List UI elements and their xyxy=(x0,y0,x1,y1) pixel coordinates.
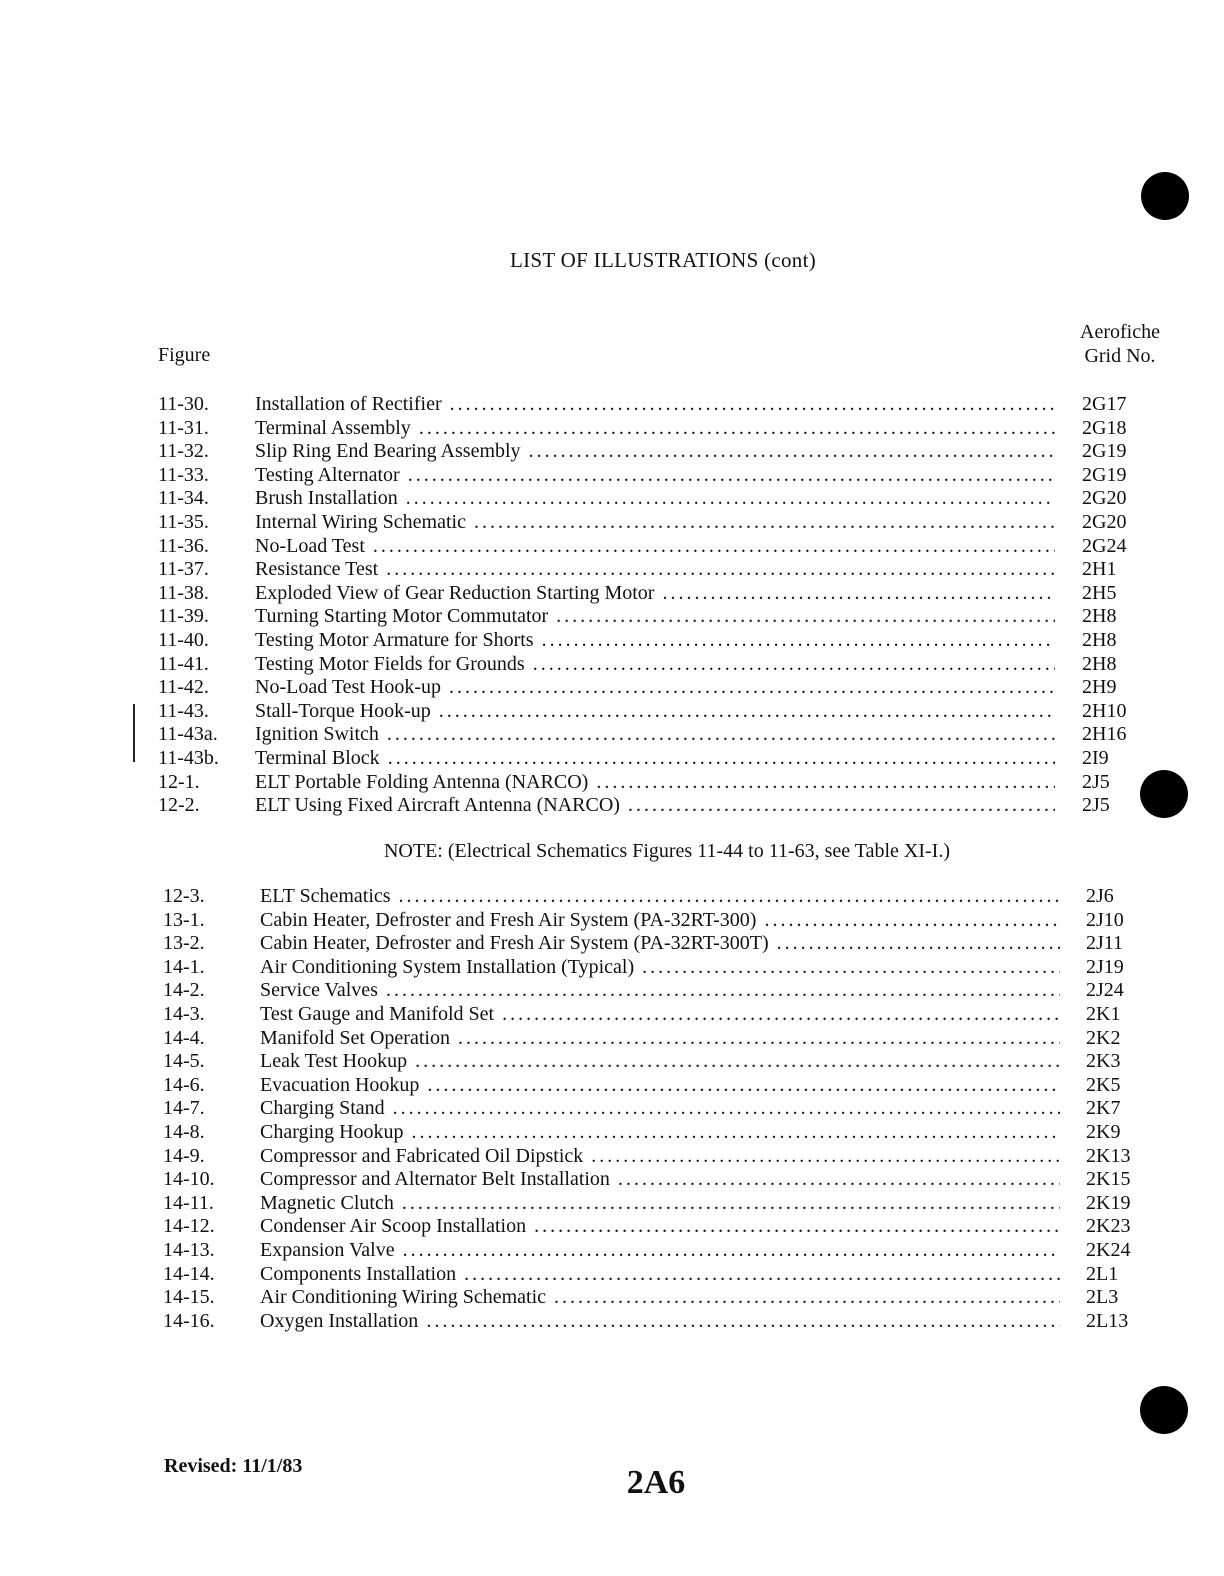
list-item xyxy=(0,1192,1224,1216)
figure-title: Test Gauge and Manifold Set ..... xyxy=(260,1003,1060,1027)
grid-number: 2H8 xyxy=(1082,605,1117,628)
list-item xyxy=(0,653,1224,677)
list-item xyxy=(0,909,1224,933)
figure-title: Testing Motor Armature for Shorts ..... xyxy=(255,629,1055,653)
binder-hole xyxy=(1141,172,1189,220)
figure-title: Cabin Heater, Defroster and Fresh Air System (PA-32RT-300T) ..... xyxy=(260,932,1060,956)
figure-title: Expansion Valve ..... xyxy=(260,1239,1060,1263)
grid-number: 2H10 xyxy=(1082,699,1127,722)
grid-number: 2I9 xyxy=(1082,746,1109,769)
figure-number: 13-2. xyxy=(163,932,205,955)
figure-number: 14-1. xyxy=(163,955,205,978)
figure-title: Installation of Rectifier ..... xyxy=(255,393,1055,417)
figure-column-header: Figure xyxy=(158,344,211,366)
list-item xyxy=(0,464,1224,488)
figure-number: 12-2. xyxy=(158,794,200,817)
figure-number: 11-33. xyxy=(158,463,209,486)
list-item xyxy=(0,535,1224,559)
figure-number: 11-36. xyxy=(158,534,209,557)
figure-title: ELT Portable Folding Antenna (NARCO) ..... xyxy=(255,771,1055,795)
figure-number: 14-10. xyxy=(163,1168,215,1191)
figure-number: 14-12. xyxy=(163,1215,215,1238)
grid-number: 2H16 xyxy=(1082,723,1127,746)
grid-number: 2L1 xyxy=(1086,1262,1119,1285)
list-item xyxy=(0,1027,1224,1051)
figure-number: 14-4. xyxy=(163,1026,205,1049)
grid-header-line2: Grid No. xyxy=(1084,345,1156,367)
figure-number: 11-30. xyxy=(158,393,209,415)
list-item xyxy=(0,1310,1224,1334)
list-item xyxy=(0,582,1224,606)
figure-title: ELT Schematics ..... xyxy=(260,885,1060,909)
grid-number: 2K7 xyxy=(1086,1097,1121,1120)
list-item xyxy=(0,1239,1224,1263)
figure-title: Evacuation Hookup ..... xyxy=(260,1074,1060,1098)
list-item xyxy=(0,1215,1224,1239)
grid-number: 2L13 xyxy=(1086,1309,1129,1332)
binder-hole xyxy=(1140,1386,1188,1434)
grid-number: 2K15 xyxy=(1086,1168,1131,1191)
figure-title: No-Load Test ..... xyxy=(255,535,1055,559)
figure-title: Exploded View of Gear Reduction Starting Motor ..... xyxy=(255,582,1055,606)
figure-title: Components Installation ..... xyxy=(260,1263,1060,1287)
figure-number: 14-2. xyxy=(163,979,205,1002)
grid-number: 2H9 xyxy=(1082,676,1117,699)
grid-number: 2H8 xyxy=(1082,628,1117,651)
figure-number: 14-13. xyxy=(163,1238,215,1261)
figure-title: Testing Alternator ..... xyxy=(255,464,1055,488)
figure-title: No-Load Test Hook-up ..... xyxy=(255,676,1055,700)
figure-title: Air Conditioning System Installation (Typical) ..... xyxy=(260,956,1060,980)
grid-number: 2K3 xyxy=(1086,1050,1121,1073)
grid-number: 2K1 xyxy=(1086,1002,1121,1025)
figure-number: 11-40. xyxy=(158,628,209,651)
list-item xyxy=(0,723,1224,747)
grid-number: 2L3 xyxy=(1086,1286,1119,1309)
list-item xyxy=(0,1263,1224,1287)
list-item xyxy=(0,747,1224,771)
figure-title: Ignition Switch ..... xyxy=(255,723,1055,747)
grid-number: 2G24 xyxy=(1082,534,1127,557)
figure-number: 11-34. xyxy=(158,487,209,510)
list-item xyxy=(0,1097,1224,1121)
figure-title: Charging Hookup ..... xyxy=(260,1121,1060,1145)
figure-number: 11-37. xyxy=(158,558,209,581)
figure-number: 11-31. xyxy=(158,416,209,439)
figure-number: 14-8. xyxy=(163,1120,205,1143)
figure-number: 11-38. xyxy=(158,581,209,604)
list-item xyxy=(0,1286,1224,1310)
grid-number: 2K24 xyxy=(1086,1238,1131,1261)
grid-number: 2K9 xyxy=(1086,1120,1121,1143)
grid-number: 2K5 xyxy=(1086,1073,1121,1096)
list-item xyxy=(0,629,1224,653)
illustration-list-part2 xyxy=(0,885,1224,1333)
figure-title: Turning Starting Motor Commutator ..... xyxy=(255,605,1055,629)
list-item xyxy=(0,417,1224,441)
figure-number: 13-1. xyxy=(163,908,205,931)
figure-title: Slip Ring End Bearing Assembly ..... xyxy=(255,440,1055,464)
list-item xyxy=(0,979,1224,1003)
illustration-list-part1 xyxy=(0,393,1224,818)
figure-title: Charging Stand ..... xyxy=(260,1097,1060,1121)
figure-number: 11-43. xyxy=(158,699,209,722)
figure-number: 14-9. xyxy=(163,1144,205,1167)
list-item xyxy=(0,956,1224,980)
figure-number: 11-39. xyxy=(158,605,209,628)
grid-number: 2G17 xyxy=(1082,393,1127,415)
grid-column-header xyxy=(1060,320,1180,368)
list-item xyxy=(0,1121,1224,1145)
figure-title: ELT Using Fixed Aircraft Antenna (NARCO) ..... xyxy=(255,794,1055,818)
grid-number: 2G19 xyxy=(1082,440,1127,463)
figure-title: Compressor and Alternator Belt Installation ..... xyxy=(260,1168,1060,1192)
figure-number: 14-3. xyxy=(163,1002,205,1025)
figure-title: Resistance Test ..... xyxy=(255,558,1055,582)
list-item xyxy=(0,676,1224,700)
figure-number: 14-6. xyxy=(163,1073,205,1096)
grid-number: 2J10 xyxy=(1086,908,1124,931)
page-number: 2A6 xyxy=(626,1464,686,1501)
list-item xyxy=(0,932,1224,956)
figure-title: Terminal Block ..... xyxy=(255,747,1055,771)
figure-number: 14-7. xyxy=(163,1097,205,1120)
figure-title: Stall-Torque Hook-up ..... xyxy=(255,700,1055,724)
list-item xyxy=(0,605,1224,629)
grid-header-line1: Aerofiche xyxy=(1080,321,1160,343)
grid-number: 2J11 xyxy=(1086,932,1124,955)
grid-number: 2H8 xyxy=(1082,652,1117,675)
list-item xyxy=(0,440,1224,464)
grid-number: 2J24 xyxy=(1086,979,1124,1002)
figure-title: Internal Wiring Schematic ..... xyxy=(255,511,1055,535)
grid-number: 2H1 xyxy=(1082,558,1117,581)
figure-title: Terminal Assembly ..... xyxy=(255,417,1055,441)
list-item xyxy=(0,794,1224,818)
figure-number: 12-3. xyxy=(163,885,205,907)
grid-number: 2K13 xyxy=(1086,1144,1131,1167)
figure-title: Brush Installation ..... xyxy=(255,487,1055,511)
list-item xyxy=(0,1050,1224,1074)
figure-title: Cabin Heater, Defroster and Fresh Air System (PA-32RT-300) ..... xyxy=(260,909,1060,933)
revision-date: Revised: 11/1/83 xyxy=(164,1455,303,1477)
grid-number: 2K2 xyxy=(1086,1026,1121,1049)
list-item xyxy=(0,1145,1224,1169)
figure-title: Oxygen Installation ..... xyxy=(260,1310,1060,1334)
figure-number: 11-35. xyxy=(158,510,209,533)
list-item xyxy=(0,1003,1224,1027)
figure-title: Leak Test Hookup ..... xyxy=(260,1050,1060,1074)
grid-number: 2K19 xyxy=(1086,1191,1131,1214)
figure-number: 14-5. xyxy=(163,1050,205,1073)
figure-title: Manifold Set Operation ..... xyxy=(260,1027,1060,1051)
figure-title: Service Valves ..... xyxy=(260,979,1060,1003)
list-item xyxy=(0,1168,1224,1192)
figure-title: Magnetic Clutch ..... xyxy=(260,1192,1060,1216)
page-title: LIST OF ILLUSTRATIONS (cont) xyxy=(509,248,817,272)
figure-title: Condenser Air Scoop Installation ..... xyxy=(260,1215,1060,1239)
grid-number: 2J19 xyxy=(1086,955,1124,978)
grid-number: 2G20 xyxy=(1082,487,1127,510)
grid-number: 2G18 xyxy=(1082,416,1127,439)
figure-title: Testing Motor Fields for Grounds ..... xyxy=(255,653,1055,677)
list-item xyxy=(0,511,1224,535)
grid-number: 2G20 xyxy=(1082,510,1127,533)
list-item xyxy=(0,558,1224,582)
list-item xyxy=(0,885,1224,909)
figure-number: 11-43b. xyxy=(158,746,219,769)
figure-number: 14-11. xyxy=(163,1191,214,1214)
grid-number: 2J5 xyxy=(1082,770,1110,793)
figure-number: 14-14. xyxy=(163,1262,215,1285)
figure-number: 14-16. xyxy=(163,1309,215,1332)
figure-number: 11-43a. xyxy=(158,723,218,746)
list-item xyxy=(0,487,1224,511)
figure-title: Compressor and Fabricated Oil Dipstick ..... xyxy=(260,1145,1060,1169)
grid-number: 2K23 xyxy=(1086,1215,1131,1238)
grid-number: 2J6 xyxy=(1086,885,1114,907)
figure-number: 11-42. xyxy=(158,676,209,699)
list-item xyxy=(0,700,1224,724)
figure-number: 14-15. xyxy=(163,1286,215,1309)
figure-number: 12-1. xyxy=(158,770,200,793)
figure-number: 11-32. xyxy=(158,440,209,463)
list-item xyxy=(0,1074,1224,1098)
figure-number: 11-41. xyxy=(158,652,209,675)
grid-number: 2G19 xyxy=(1082,463,1127,486)
list-item xyxy=(0,771,1224,795)
figure-title: Air Conditioning Wiring Schematic ..... xyxy=(260,1286,1060,1310)
grid-number: 2H5 xyxy=(1082,581,1117,604)
list-item xyxy=(0,393,1224,417)
schematics-note: NOTE: (Electrical Schematics Figures 11-44 to 11-63, see Table XI-I.) xyxy=(383,840,950,862)
grid-number: 2J5 xyxy=(1082,794,1110,817)
